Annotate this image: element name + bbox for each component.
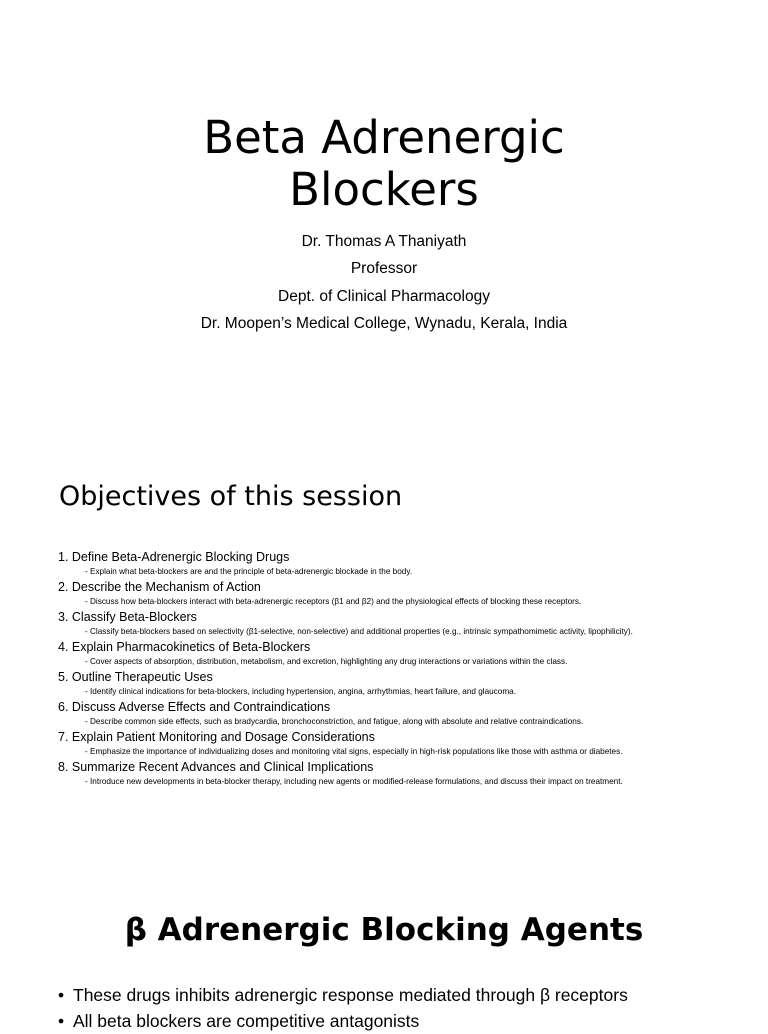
author-position: Professor [350, 260, 418, 278]
agents-heading: β Adrenergic Blocking Agents [124, 912, 644, 948]
bullet-icon: • [58, 985, 65, 1005]
objective-item [58, 639, 718, 667]
objective-detail: - Emphasize the importance of individualizing doses and monitoring vital signs, especially in high-risk populations like those with asthma or diabetes. [85, 747, 623, 756]
bullet-item [58, 1008, 738, 1034]
bullet-item [58, 982, 738, 1008]
objective-detail: - Discuss how beta-blockers interact with beta-adrenergic receptors (β1 and β2) and the physiological effects of blocking these receptors. [85, 597, 582, 606]
author-department: Dept. of Clinical Pharmacology [278, 287, 490, 305]
objective-detail: - Introduce new developments in beta-blocker therapy, including new agents or modified-release formulations, and discuss their impact on treatment. [85, 777, 623, 786]
agents-slide [0, 870, 768, 1031]
objective-title: 3. Classify Beta-Blockers [58, 610, 197, 624]
objective-title: 8. Summarize Recent Advances and Clinical Implications [58, 760, 374, 774]
title-line-2: Blockers [289, 163, 479, 216]
title-line-1: Beta Adrenergic [203, 111, 565, 164]
objective-detail: - Explain what beta-blockers are and the principle of beta-adrenergic blockade in the body. [85, 567, 413, 576]
objectives-slide [0, 440, 768, 870]
objective-item [58, 729, 718, 757]
objectives-list [58, 549, 718, 789]
objective-detail: - Describe common side effects, such as bradycardia, bronchoconstriction, and fatigue, along with absolute and relative contraindications. [85, 717, 584, 726]
bullet-text: These drugs inhibits adrenergic response mediated through β receptors [73, 985, 628, 1005]
objective-item [58, 759, 718, 787]
objective-item [58, 699, 718, 727]
title-slide [0, 0, 768, 440]
objective-title: 2. Describe the Mechanism of Action [58, 580, 261, 594]
objective-item [58, 549, 718, 577]
objective-detail: - Classify beta-blockers based on selectivity (β1-selective, non-selective) and additional properties (e.g., intrinsic sympathomimetic activity, lipophilicity). [85, 627, 633, 636]
presentation-title [0, 112, 768, 216]
objective-title: 1. Define Beta-Adrenergic Blocking Drugs [58, 550, 290, 564]
presenter-info [0, 228, 768, 337]
bullet-icon: • [58, 1011, 65, 1031]
author-name: Dr. Thomas A Thaniyath [301, 233, 467, 250]
objective-title: 7. Explain Patient Monitoring and Dosage Considerations [58, 730, 375, 744]
author-institution: Dr. Moopen’s Medical College, Wynadu, Kerala, India [200, 314, 568, 332]
objective-item [58, 669, 718, 697]
objective-detail: - Cover aspects of absorption, distribution, metabolism, and excretion, highlighting any drug interactions or variations within the class. [85, 657, 568, 666]
objective-title: 6. Discuss Adverse Effects and Contraindications [58, 700, 331, 714]
agents-bullet-list [58, 982, 738, 1034]
objectives-heading: Objectives of this session [59, 481, 403, 512]
objective-item [58, 609, 718, 637]
objective-title: 4. Explain Pharmacokinetics of Beta-Blockers [58, 640, 311, 654]
bullet-text: All beta blockers are competitive antagonists [73, 1011, 420, 1031]
objective-title: 5. Outline Therapeutic Uses [58, 670, 213, 684]
objective-item [58, 579, 718, 607]
objective-detail: - Identify clinical indications for beta-blockers, including hypertension, angina, arrhythmias, heart failure, and glaucoma. [85, 687, 516, 696]
